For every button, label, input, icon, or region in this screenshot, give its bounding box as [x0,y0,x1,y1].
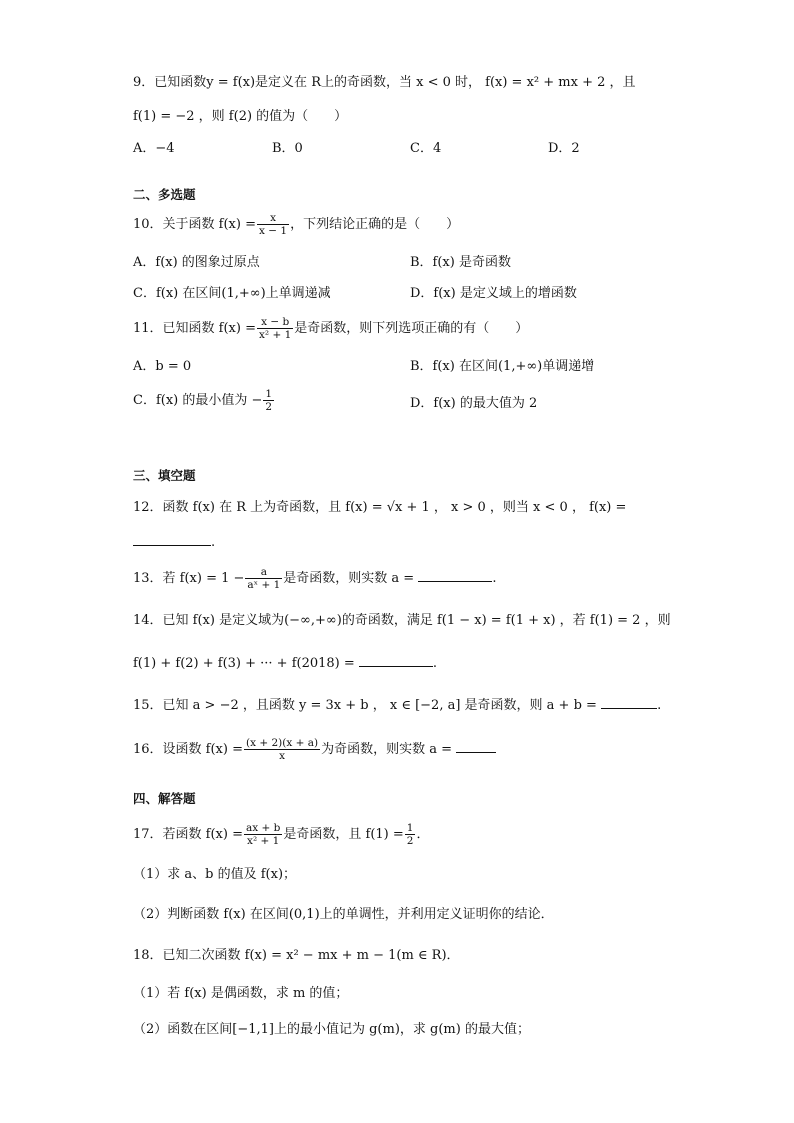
q16-frac-num: (x + 2)(x + a) [246,737,319,749]
q14-sum-expression: f(1) + f(2) + f(3) + ··· + f(2018) = [133,656,355,671]
q9-option-a: A．−4 [133,141,175,156]
section-heading-fill-in: 三、填空题 [133,468,196,483]
q12-answer-line [133,532,215,552]
section-heading-multiple-choice: 二、多选题 [133,187,196,202]
q13-post: 是奇函数，则实数 a = [283,571,415,586]
q17-frac2-den: 2 [406,835,414,847]
q13-frac-den: aˣ + 1 [247,579,281,591]
q16-fraction [244,737,320,762]
q11-option-a: A．b = 0 [133,359,192,374]
q13-answer-blank[interactable] [418,568,492,582]
q15-text: 15．已知 a > −2 ，且函数 y = 3x + b ， x ∈ [−2, a] 是奇函数，则 a + b = [133,698,597,713]
q14-end: . [432,656,438,671]
q13-stem [133,566,497,591]
q11-option-c-text: C．f(x) 的最小值为 − [133,393,263,408]
q17-frac-num: ax + b [246,822,281,834]
q10-stem-post: ，下列结论正确的是（ ） [290,217,460,232]
q9-option-b: B．0 [272,141,303,156]
q17-fraction-2 [405,822,416,847]
q16-stem [133,737,496,762]
q14-stem-line2 [133,653,437,673]
q17-pre: 17．若函数 f(x) = [133,827,243,842]
q17-frac2-num: 1 [406,822,414,834]
q11-option-c-num: 1 [265,388,273,400]
q10-stem-pre: 10．关于函数 f(x) = [133,217,256,232]
q17-stem [133,822,429,847]
q10-option-d: D．f(x) 是定义域上的增函数 [410,286,577,301]
q11-stem-post: 是奇函数，则下列选项正确的有（ ） [294,321,529,336]
q16-answer-blank[interactable] [456,739,496,753]
q16-frac-den: x [279,750,286,762]
q10-option-b: B．f(x) 是奇函数 [410,255,511,270]
q11-stem [133,316,528,341]
q13-fraction [245,566,282,591]
q14-stem-line1: 14．已知 f(x) 是定义域为(−∞,+∞)的奇函数，满足 f(1 − x) = f(1 + x) ，若 f(1) = 2 ，则 [133,613,671,628]
q17-end: ． [416,827,430,842]
q17-mid: 是奇函数，且 f(1) = [283,827,404,842]
q11-frac-num: x − b [257,316,293,329]
q17-part1: （1）求 a、b 的值及 f(x)； [133,867,297,882]
q9-option-c: C．4 [410,141,442,156]
q11-option-c-fraction [263,388,274,413]
q11-option-c-den: 2 [265,401,273,413]
section-heading-solutions: 四、解答题 [133,791,196,806]
q11-frac-den: x² + 1 [259,329,292,341]
q9-stem-line1: 9．已知函数y = f(x)是定义在 R上的奇函数，当 x < 0 时， f(x) = x² + mx + 2 ，且 [133,75,636,90]
q17-frac-den: x² + 1 [247,835,280,847]
q11-option-c [133,388,275,413]
q18-stem: 18．已知二次函数 f(x) = x² − mx + m − 1(m ∈ R)． [133,948,460,963]
q12-answer-blank[interactable] [133,532,211,546]
q10-option-a: A．f(x) 的图象过原点 [133,255,260,270]
q10-frac-den: x − 1 [259,225,288,237]
q9-stem-line2: f(1) = −2 ，则 f(2) 的值为（ ） [133,109,348,124]
q10-fraction [257,212,289,237]
q17-fraction [244,822,282,847]
q15-stem [133,695,661,715]
q11-option-b: B．f(x) 在区间(1,+∞)单调递增 [410,359,595,374]
q10-frac-num: x [257,212,289,225]
q15-end: . [657,698,662,713]
q10-option-c: C．f(x) 在区间(1,+∞)上单调递减 [133,286,331,301]
q11-fraction [257,316,293,341]
q12-stem-line1: 12．函数 f(x) 在 R 上为奇函数，且 f(x) = √x + 1 ， x > 0 ，则当 x < 0 ， f(x) = [133,500,627,515]
q9-option-d: D．2 [548,141,580,156]
q12-end: . [211,535,216,550]
q10-stem [133,212,459,237]
q16-post: 为奇函数，则实数 a = [321,742,453,757]
q18-part1: （1）若 f(x) 是偶函数，求 m 的值； [133,986,349,1001]
q17-part2: （2）判断函数 f(x) 在区间(0,1)上的单调性，并利用定义证明你的结论． [133,907,554,922]
q16-pre: 16．设函数 f(x) = [133,742,243,757]
q13-pre: 13．若 f(x) = 1 − [133,571,245,586]
q15-answer-blank[interactable] [601,695,657,709]
q11-stem-pre: 11．已知函数 f(x) = [133,321,256,336]
q11-option-d: D．f(x) 的最大值为 2 [410,396,538,411]
q18-part2: （2）函数在区间[−1,1]上的最小值记为 g(m)，求 g(m) 的最大值； [133,1022,530,1037]
q14-answer-blank[interactable] [359,653,433,667]
q13-end: . [492,571,497,586]
q13-frac-num: a [245,566,282,579]
